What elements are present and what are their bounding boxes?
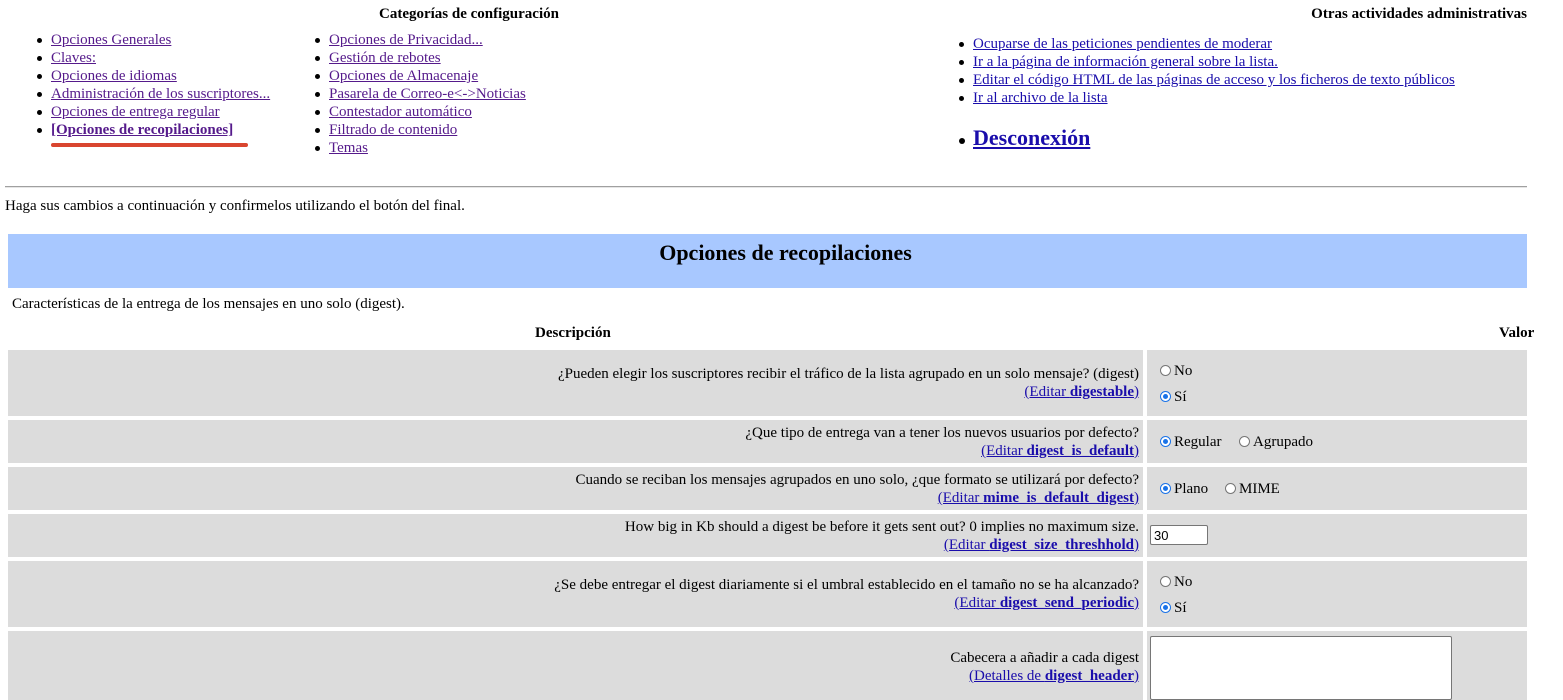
radio-mime[interactable] bbox=[1225, 483, 1236, 494]
option-row-digestable bbox=[8, 350, 1527, 416]
nav-bounce-processing-link[interactable]: Gestión de rebotes bbox=[329, 50, 441, 66]
option-question: Cuando se reciban los mensajes agrupados en uno solo, ¿que formato se utilizará por defecto? bbox=[575, 472, 1139, 488]
radio-no[interactable] bbox=[1160, 576, 1171, 587]
details-digest-header-link[interactable]: (Detalles de digest_header) bbox=[969, 668, 1139, 684]
list-item bbox=[329, 31, 526, 49]
current-item-highlight bbox=[51, 143, 248, 147]
format-mime-option[interactable]: MIME bbox=[1225, 480, 1280, 498]
pending-moderation-link[interactable]: Ocuparse de las peticiones pendientes de moderar bbox=[973, 36, 1273, 52]
radio-no[interactable] bbox=[1160, 365, 1171, 376]
nav-language-options-link[interactable]: Opciones de idiomas bbox=[51, 68, 177, 84]
nav-archiving-options-link[interactable]: Opciones de Almacenaje bbox=[329, 68, 479, 84]
digestable-yes-option[interactable]: Sí bbox=[1160, 388, 1187, 406]
option-value-cell bbox=[1147, 420, 1527, 463]
radio-regular[interactable] bbox=[1160, 436, 1171, 447]
intro-text: Haga sus cambios a continuación y confirmelos utilizando el botón del final. bbox=[5, 198, 465, 214]
list-item bbox=[329, 49, 526, 67]
list-item bbox=[51, 103, 270, 121]
nav-autoresponder-link[interactable]: Contestador automático bbox=[329, 104, 472, 120]
option-row-digest-size-threshhold bbox=[8, 514, 1527, 557]
periodic-yes-option[interactable]: Sí bbox=[1160, 599, 1187, 617]
digestable-no-option[interactable]: No bbox=[1160, 362, 1192, 380]
nav-content-filtering-link[interactable]: Filtrado de contenido bbox=[329, 122, 458, 138]
list-archive-link[interactable]: Ir al archivo de la lista bbox=[973, 90, 1108, 106]
digest-header-textarea[interactable] bbox=[1150, 636, 1452, 700]
other-activities-list bbox=[973, 35, 1455, 107]
section-description: Características de la entrega de los mensajes en uno solo (digest). bbox=[12, 296, 405, 312]
digest-default-grouped-option[interactable]: Agrupado bbox=[1239, 433, 1313, 451]
option-question: How big in Kb should a digest be before it gets sent out? 0 implies no maximum size. bbox=[624, 519, 1139, 535]
option-value-cell bbox=[1147, 514, 1527, 557]
list-info-page-link[interactable]: Ir a la página de información general sobre la lista. bbox=[973, 54, 1278, 70]
edit-digest-size-threshhold-link[interactable]: (Editar digest_size_threshhold) bbox=[943, 537, 1139, 553]
list-item bbox=[329, 121, 526, 139]
option-description-cell bbox=[8, 561, 1143, 627]
other-activities-heading: Otras actividades administrativas bbox=[1311, 6, 1527, 22]
list-item bbox=[329, 85, 526, 103]
nav-mail-news-gateway-link[interactable]: Pasarela de Correo-e<->Noticias bbox=[329, 86, 526, 102]
list-item bbox=[973, 35, 1455, 53]
option-question: ¿Se debe entregar el digest diariamente si el umbral establecido en el tamaño no se ha alcanzado? bbox=[554, 577, 1139, 593]
nav-general-options-link[interactable]: Opciones Generales bbox=[51, 32, 172, 48]
edit-digest-send-periodic-link[interactable]: (Editar digest_send_periodic) bbox=[954, 595, 1139, 611]
option-value-cell bbox=[1147, 631, 1527, 700]
nav-regular-delivery-link[interactable]: Opciones de entrega regular bbox=[51, 104, 220, 120]
nav-privacy-options-link[interactable]: Opciones de Privacidad... bbox=[329, 32, 483, 48]
list-item bbox=[973, 71, 1455, 89]
option-description-cell bbox=[8, 420, 1143, 463]
option-row-digest-header bbox=[8, 631, 1527, 700]
categories-heading: Categorías de configuración bbox=[379, 6, 559, 22]
radio-yes[interactable] bbox=[1160, 391, 1171, 402]
option-description-cell bbox=[8, 514, 1143, 557]
list-item bbox=[51, 49, 270, 67]
option-question: ¿Que tipo de entrega van a tener los nuevos usuarios por defecto? bbox=[745, 425, 1139, 441]
column-header-value: Valor bbox=[1499, 325, 1535, 341]
periodic-no-option[interactable]: No bbox=[1160, 573, 1192, 591]
list-item bbox=[329, 139, 526, 157]
logout-item bbox=[973, 125, 1090, 151]
nav-membership-admin-link[interactable]: Administración de los suscriptores... bbox=[51, 86, 271, 102]
nav-passwords-link[interactable]: Claves: bbox=[51, 50, 96, 66]
option-question: Cabecera a añadir a cada digest bbox=[950, 650, 1139, 666]
option-row-digest-send-periodic bbox=[8, 561, 1527, 627]
edit-public-html-link[interactable]: Editar el código HTML de las páginas de acceso y los ficheros de texto públicos bbox=[973, 72, 1455, 88]
list-item bbox=[51, 31, 270, 49]
option-value-cell bbox=[1147, 561, 1527, 627]
section-header bbox=[8, 234, 1527, 288]
radio-yes[interactable] bbox=[1160, 602, 1171, 613]
edit-digest-is-default-link[interactable]: (Editar digest_is_default) bbox=[981, 443, 1139, 459]
option-value-cell bbox=[1147, 350, 1527, 416]
option-description-cell bbox=[8, 467, 1143, 510]
radio-grouped[interactable] bbox=[1239, 436, 1250, 447]
option-description-cell bbox=[8, 350, 1143, 416]
option-row-digest-is-default bbox=[8, 420, 1527, 463]
radio-plain[interactable] bbox=[1160, 483, 1171, 494]
option-row-mime-is-default-digest bbox=[8, 467, 1527, 510]
list-item bbox=[51, 85, 270, 103]
logout-link[interactable]: Desconexión bbox=[973, 125, 1091, 150]
section-title: Opciones de recopilaciones bbox=[659, 240, 912, 265]
list-item bbox=[329, 103, 526, 121]
format-plain-option[interactable]: Plano bbox=[1160, 480, 1208, 498]
list-item bbox=[329, 67, 526, 85]
column-header-description: Descripción bbox=[535, 325, 611, 341]
option-question: ¿Pueden elegir los suscriptores recibir el tráfico de la lista agrupado en un solo mensaje? (digest) bbox=[557, 366, 1139, 382]
edit-mime-is-default-digest-link[interactable]: (Editar mime_is_default_digest) bbox=[937, 490, 1139, 506]
divider bbox=[5, 186, 1527, 188]
digest-default-regular-option[interactable]: Regular bbox=[1160, 433, 1221, 451]
digest-size-threshold-input[interactable] bbox=[1150, 525, 1208, 545]
config-categories-list-2 bbox=[329, 31, 526, 157]
list-item bbox=[51, 67, 270, 85]
config-categories-list-1 bbox=[51, 31, 270, 139]
list-item bbox=[51, 121, 270, 139]
edit-digestable-link[interactable]: (Editar digestable) bbox=[1024, 384, 1139, 400]
list-item bbox=[973, 89, 1455, 107]
option-description-cell bbox=[8, 631, 1143, 700]
nav-digest-options-current[interactable]: [Opciones de recopilaciones] bbox=[51, 122, 234, 138]
nav-topics-link[interactable]: Temas bbox=[329, 140, 368, 156]
list-item bbox=[973, 53, 1455, 71]
option-value-cell bbox=[1147, 467, 1527, 510]
